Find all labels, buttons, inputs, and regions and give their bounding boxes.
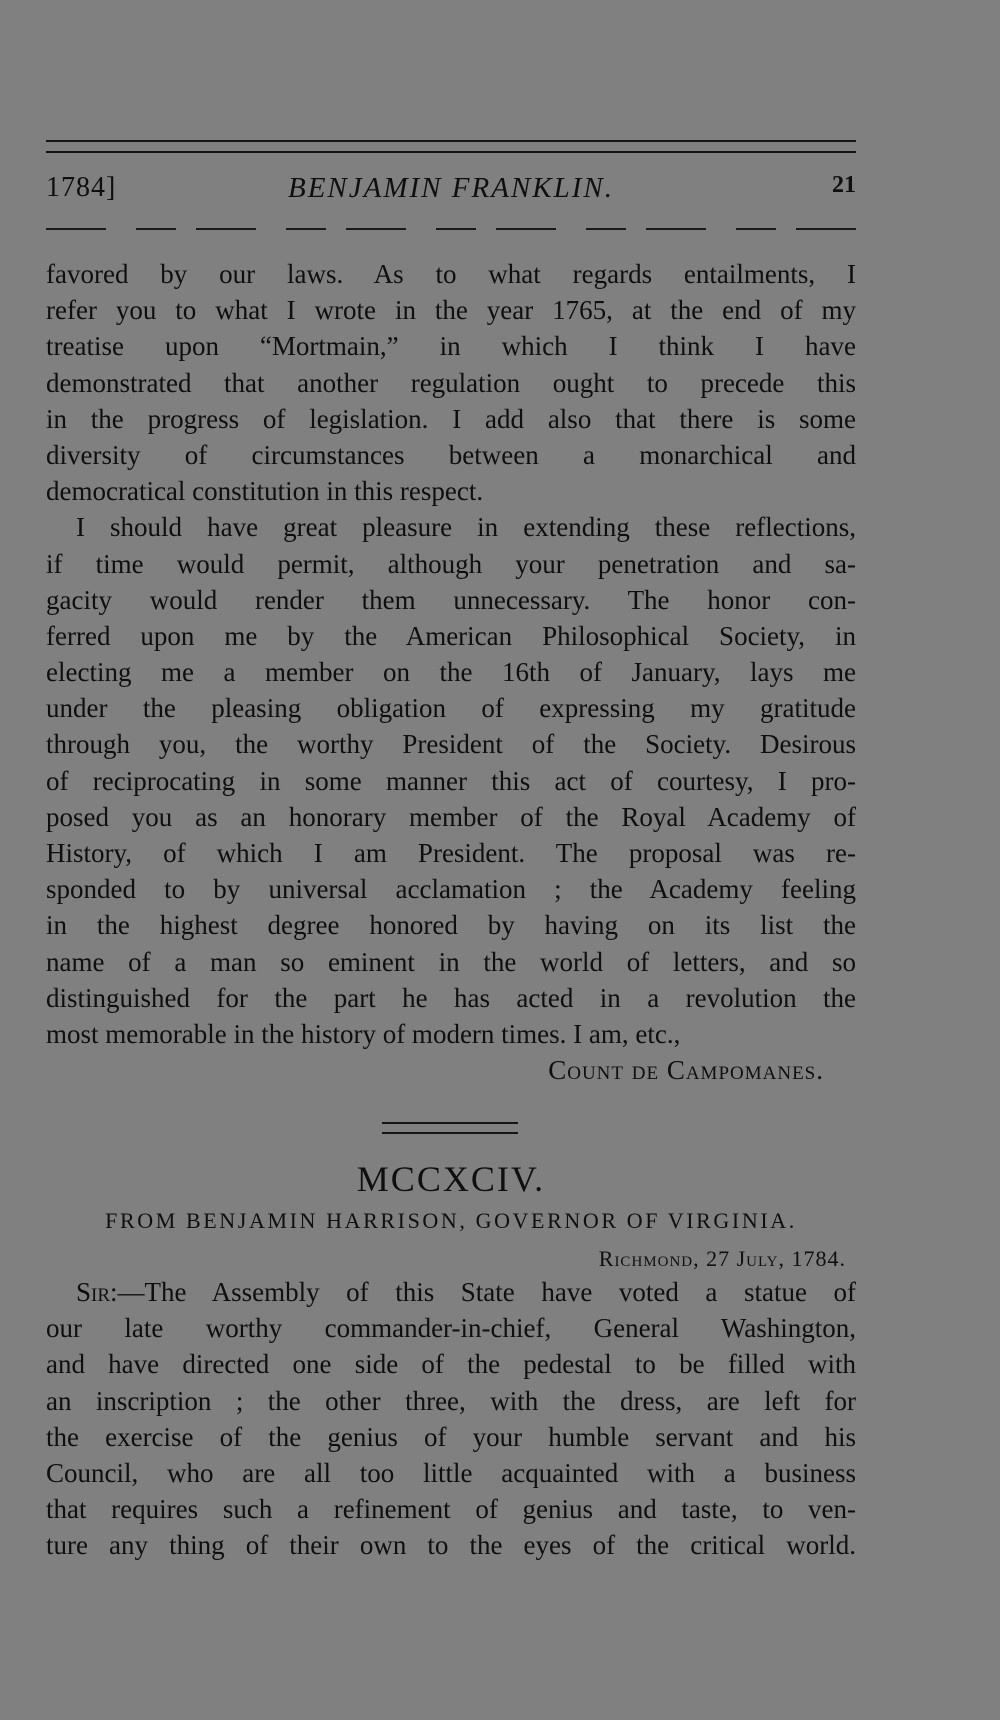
- text-line: I should have great pleasure in extending these reflections,: [76, 512, 856, 543]
- book-page: [46, 0, 856, 1720]
- text-line: demonstrated that another regulation ought to precede this: [46, 367, 856, 398]
- header-title: BENJAMIN FRANKLIN.: [288, 172, 614, 204]
- header-rule-bottom: [46, 151, 856, 153]
- text-line: History, of which I am President. The proposal was re-: [46, 838, 856, 868]
- running-header: [46, 172, 856, 206]
- header-rule-top: [46, 140, 856, 142]
- text-line: and have directed one side of the pedestal to be filled with: [46, 1349, 856, 1380]
- text-line: electing me a member on the 16th of January, lays me: [46, 657, 856, 688]
- text-line: our late worthy commander-in-chief, General Washington,: [46, 1313, 856, 1344]
- letter-number: MCCXCIV.: [356, 1159, 546, 1199]
- text-line: distinguished for the part he has acted in a revolution the: [46, 982, 856, 1013]
- text-line: in the highest degree honored by having on its list the: [46, 910, 856, 941]
- text-line: the exercise of the genius of your humble servant and his: [46, 1421, 856, 1452]
- text-line: ferred upon me by the American Philosophical Society, in: [46, 620, 856, 651]
- text-line: in the progress of legislation. I add also that there is some: [46, 403, 856, 434]
- header-year: 1784]: [46, 172, 117, 203]
- text-line: that requires such a refinement of genius and taste, to ven-: [46, 1494, 856, 1525]
- paragraph-1: [46, 256, 856, 1088]
- section-divider: [382, 1122, 518, 1134]
- salutation: Sir: [76, 1277, 111, 1307]
- text-line: treatise upon “Mortmain,” in which I think I have: [46, 331, 856, 362]
- page-number: 21: [832, 172, 856, 198]
- text-line: of reciprocating in some manner this act of courtesy, I pro-: [46, 765, 856, 796]
- text-line: favored by our laws. As to what regards entailments, I: [46, 259, 856, 289]
- text-line: posed you as an honorary member of the Royal Academy of: [46, 801, 856, 832]
- paragraph-3: [46, 1274, 856, 1564]
- text-line: diversity of circumstances between a monarchical and: [46, 439, 856, 470]
- letter-heading: FROM BENJAMIN HARRISON, GOVERNOR OF VIRGINIA.: [105, 1208, 797, 1233]
- text-line: democratical constitution in this respect.: [46, 476, 484, 507]
- letter-dateline: Richmond, 27 July, 1784.: [598, 1246, 846, 1271]
- text-line: Council, who are all too little acquainted with a business: [46, 1457, 856, 1488]
- text-line: if time would permit, although your penetration and sa-: [46, 548, 856, 579]
- text-line-rest: :—The Assembly of this State have voted a statue of: [110, 1277, 856, 1307]
- text-line: ture any thing of their own to the eyes of the critical world.: [46, 1530, 856, 1561]
- text-line: under the pleasing obligation of expressing my gratitude: [46, 693, 856, 724]
- text-line: name of a man so eminent in the world of letters, and so: [46, 946, 856, 977]
- text-line: through you, the worthy President of the Society. Desirous: [46, 729, 856, 760]
- text-line: sponded to by universal acclamation ; the Academy feeling: [46, 874, 856, 905]
- header-divider: [46, 228, 856, 230]
- text-line: gacity would render them unnecessary. The honor con-: [46, 584, 856, 615]
- text-line: most memorable in the history of modern times. I am, etc.,: [46, 1018, 681, 1049]
- text-line: refer you to what I wrote in the year 1765, at the end of my: [46, 295, 856, 326]
- letter-signature: Count de Campomanes.: [548, 1055, 824, 1086]
- text-line: [46, 1274, 856, 1310]
- text-line: an inscription ; the other three, with the dress, are left for: [46, 1385, 856, 1416]
